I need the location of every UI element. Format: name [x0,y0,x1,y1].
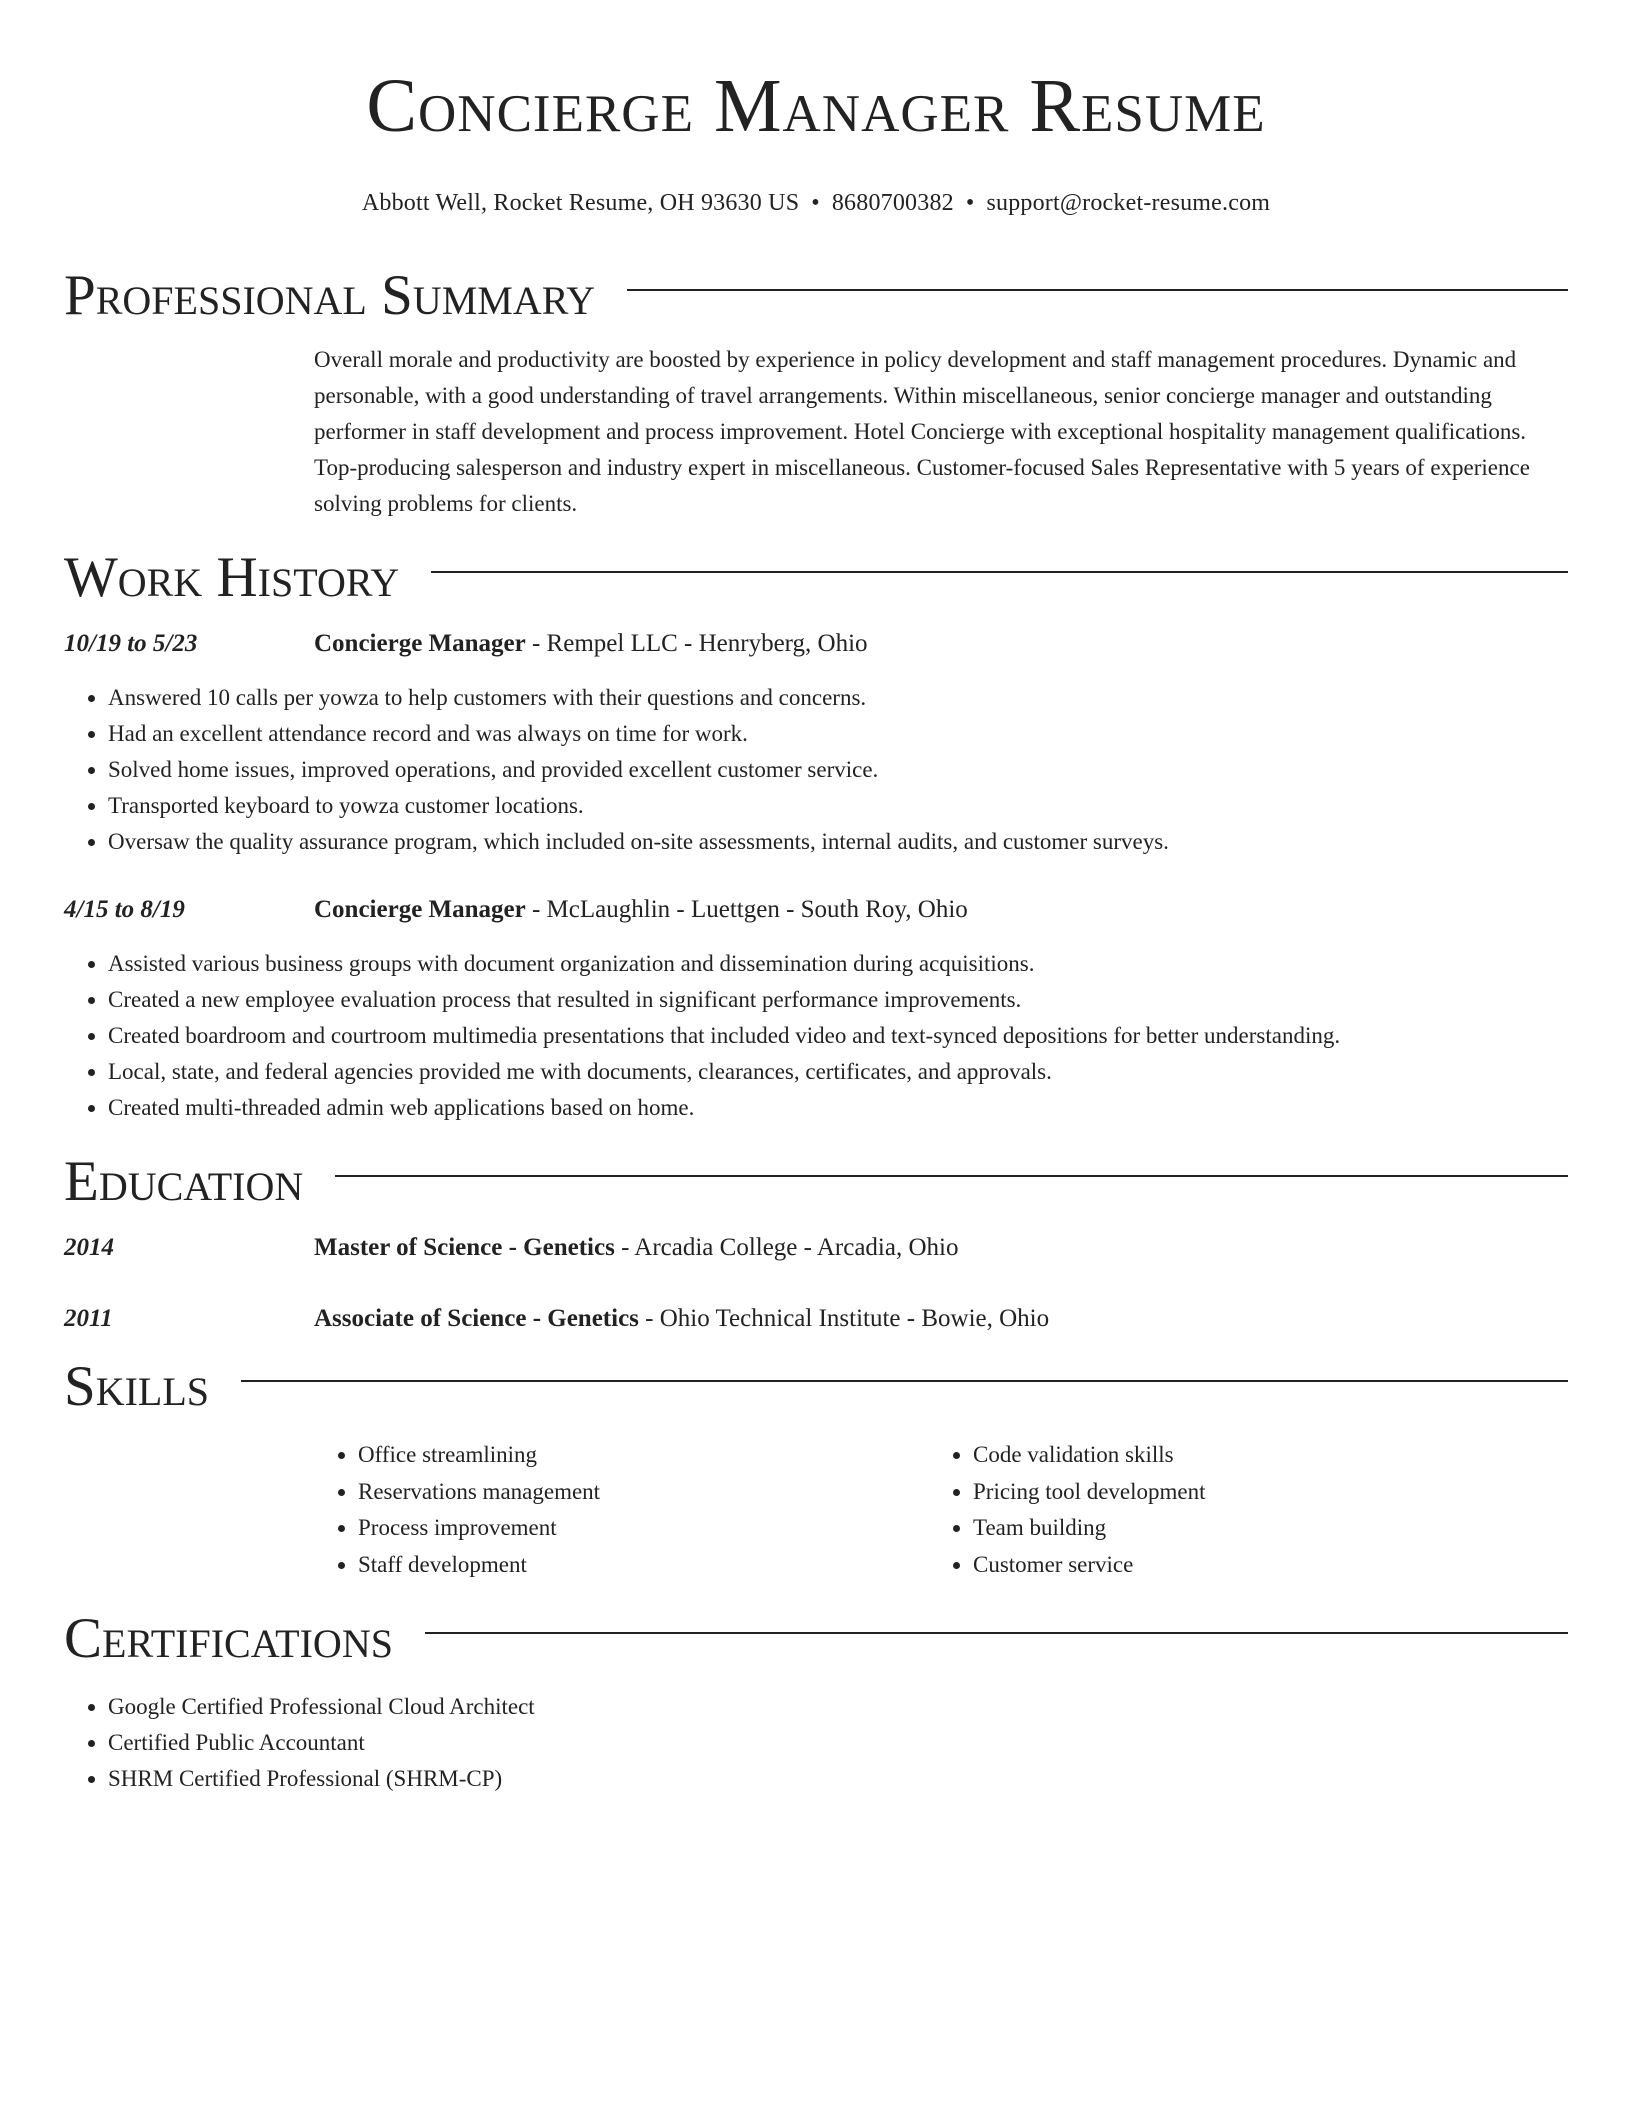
contact-line [64,188,1568,218]
job-title-line [314,892,1568,928]
job-role: Concierge Manager [314,896,526,923]
job-bullet: • Answered 10 calls per yowza to help customers with their questions and concerns. [108,680,1568,716]
skills-section-title: Skills [64,1355,210,1418]
education-year: 2014 [64,1234,114,1261]
job-header [64,892,1568,928]
skills-column-left [314,1437,929,1583]
skill-item: • Team building [973,1510,1544,1547]
job-header [64,626,1568,662]
summary-section-header [64,264,1568,328]
job-details: - Rempel LLC - Henryberg, Ohio [525,630,868,657]
education-entry [64,1230,1568,1266]
certifications-section-header [64,1607,1568,1671]
job-bullet: • Local, state, and federal agencies provided me with documents, clearances, certificates, and approvals. [108,1054,1568,1090]
job-bullet: • Had an excellent attendance record and was always on time for work. [108,716,1568,752]
section-divider [425,1632,1568,1634]
skill-item: • Code validation skills [973,1437,1544,1474]
job-dates: 4/15 to 8/19 [64,896,185,923]
job-bullet: • Created boardroom and courtroom multimedia presentations that included video and text-synced depositions for better understanding. [108,1018,1568,1054]
education-year: 2011 [64,1305,113,1332]
resume-title: Concierge Manager Resume [366,64,1266,148]
skill-item: • Office streamlining [358,1437,929,1474]
contact-phone: 8680700382 [831,190,954,216]
skills-list [314,1437,1568,1583]
work-section-header [64,546,1568,610]
education-line [314,1230,1568,1266]
job-role: Concierge Manager [314,630,526,657]
job-entry [64,626,1568,860]
job-bullet: • Created a new employee evaluation process that resulted in significant performance improvements. [108,982,1568,1018]
education-entry [64,1301,1568,1337]
education-degree: Master of Science - Genetics [314,1234,615,1261]
contact-separator: • [965,190,975,216]
education-details: - Ohio Technical Institute - Bowie, Ohio [638,1305,1050,1332]
job-title-line [314,626,1568,662]
skills-section-header [64,1355,1568,1419]
skill-item: • Customer service [973,1547,1544,1584]
section-divider [431,571,1568,573]
education-details: - Arcadia College - Arcadia, Ohio [614,1234,959,1261]
education-section-header [64,1150,1568,1214]
contact-separator: • [811,190,820,216]
certification-item: • Certified Public Accountant [108,1725,1568,1761]
job-bullet: • Assisted various business groups with document organization and dissemination during acquisitions. [108,946,1568,982]
skill-item: • Pricing tool development [973,1474,1544,1511]
skill-item: • Reservations management [358,1474,929,1511]
job-bullets [64,680,1568,860]
job-dates: 10/19 to 5/23 [64,630,198,657]
section-divider [335,1175,1568,1177]
contact-email: support@rocket-resume.com [986,190,1271,216]
job-bullet: • Oversaw the quality assurance program, which included on-site assessments, internal audits, and customer surveys. [108,824,1568,860]
certifications-list [64,1689,1568,1797]
job-details: - McLaughlin - Luettgen - South Roy, Ohio [525,896,968,923]
job-bullet: • Solved home issues, improved operations, and provided excellent customer service. [108,752,1568,788]
section-divider [241,1380,1568,1382]
skill-item: • Process improvement [358,1510,929,1547]
work-section-title: Work History [64,546,400,609]
contact-address: Abbott Well, Rocket Resume, OH 93630 US [361,190,800,216]
job-bullet: • Transported keyboard to yowza customer locations. [108,788,1568,824]
section-divider [627,289,1568,291]
summary-text: Overall morale and productivity are boosted by experience in policy development and staff management procedures. Dynamic and personable, with a good understanding of travel arrangements. Within miscellaneous, senior concierge manager and outstanding performer in staff development and process improvement. Hotel Concierge with exceptional hospitality management qualifications. Top-producing salesperson and industry expert in miscellaneous. Customer-focused Sales Representative with 5 years of experience solving problems for clients. [314,347,1530,516]
certification-item: • SHRM Certified Professional (SHRM-CP) [108,1761,1568,1797]
summary-section-title: Professional Summary [64,264,596,327]
job-bullet: • Created multi-threaded admin web applications based on home. [108,1090,1568,1126]
skills-column-right [929,1437,1544,1583]
education-line [314,1301,1568,1337]
skill-item: • Staff development [358,1547,929,1584]
job-entry [64,892,1568,1126]
certification-item: • Google Certified Professional Cloud Architect [108,1689,1568,1725]
education-degree: Associate of Science - Genetics [314,1305,639,1332]
certifications-section-title: Certifications [64,1607,393,1670]
job-bullets [64,946,1568,1126]
education-section-title: Education [64,1150,304,1213]
